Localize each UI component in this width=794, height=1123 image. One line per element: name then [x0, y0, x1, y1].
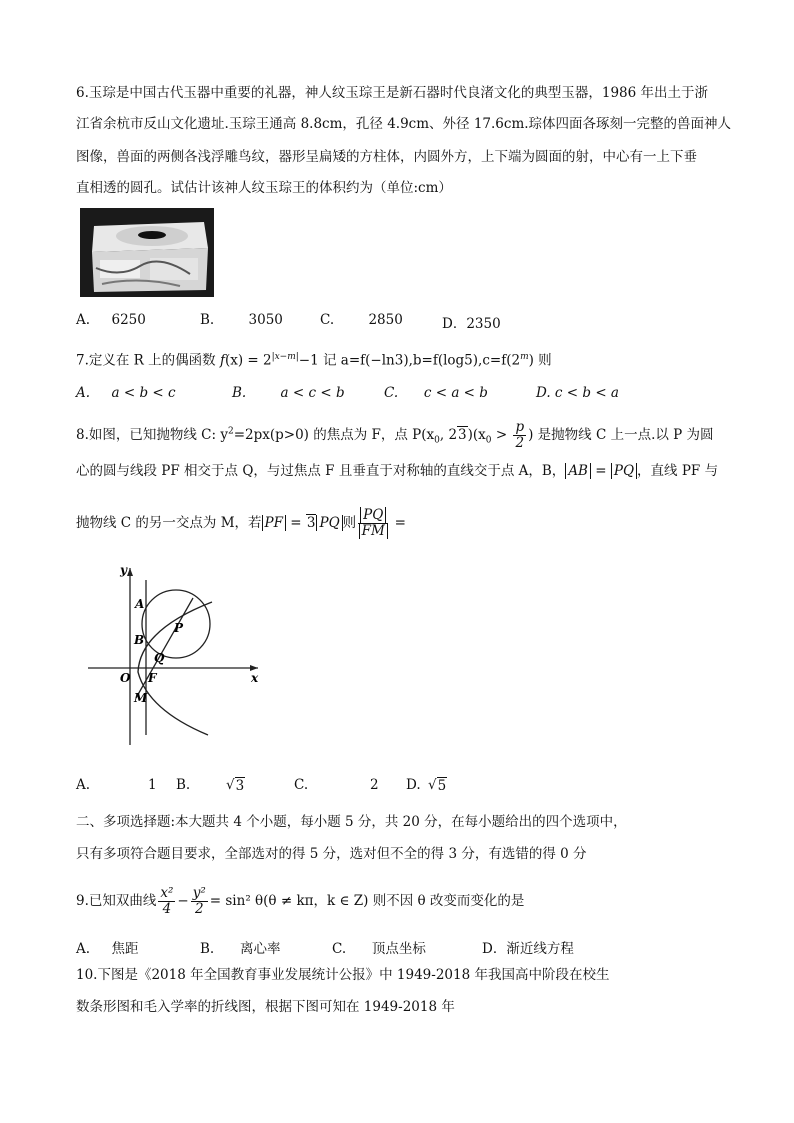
q6-option-b[interactable]: B. 3050	[200, 312, 283, 328]
q8-frac-fm: FM	[359, 523, 388, 539]
q9-rest: = sin² θ(θ ≠ kπ，k ∈ Z) 则不因 θ 改变而变化的是	[209, 893, 525, 909]
q8-option-a-value[interactable]: 1	[148, 777, 157, 793]
q8-option-d-label[interactable]: D.	[406, 777, 421, 793]
q8-option-b-label[interactable]: B.	[176, 777, 191, 793]
q8-option-b-radicand: 3	[235, 778, 245, 794]
q7-option-c[interactable]: C. c < a < b	[384, 385, 488, 401]
jade-cong-photo	[80, 208, 214, 297]
q9-frac-y-num: y²	[192, 885, 206, 901]
q8-line1d: )(x	[467, 427, 486, 443]
q6-option-d[interactable]: D．2350	[442, 316, 501, 332]
q6-option-a[interactable]: A. 6250	[76, 312, 146, 328]
q7-f: f	[219, 352, 225, 369]
q7-exponent: |x−m|	[271, 352, 299, 362]
q7-x: (x)	[224, 352, 244, 369]
q8-line3a: 抛物线 C 的另一交点为 M，若	[76, 515, 262, 531]
q6-line-4: 直相透的圆孔。试估计该神人纹玉琮王的体积约为（单位:cm）	[76, 180, 452, 196]
q8-sup2: 2	[227, 426, 234, 437]
parabola-figure	[88, 560, 268, 754]
q6-option-c[interactable]: C. 2850	[320, 312, 403, 328]
line-pf	[136, 598, 193, 698]
q8-line3c: 则	[342, 515, 357, 531]
q8-abs-pf: PF	[262, 515, 286, 531]
label-o: O	[120, 671, 131, 685]
q7-option-b[interactable]: B. a < c < b	[232, 385, 345, 401]
q8-line-1	[76, 420, 714, 451]
q8-line2a: 心的圆与线段 PF 相交于点 Q，与过焦点 F 且垂直于对称轴的直线交于点 A，B，	[76, 463, 566, 479]
q8-fraction-p-over-2	[513, 420, 526, 451]
q8-option-b-value[interactable]: √ 3	[226, 777, 245, 794]
q9-stem	[76, 886, 524, 917]
section-multi-choice-line-1: 二、多项选择题:本大题共 4 个小题，每小题 5 分，共 20 分，在每小题给出的四个选项中，	[76, 814, 627, 830]
q8-abs-pq-b: PQ	[316, 515, 342, 531]
label-f: F	[148, 671, 157, 685]
q8-line-2	[76, 462, 718, 480]
q6-line-3: 图像，兽面的两侧各浅浮雕鸟纹，器形呈扁矮的方柱体，内圆外方，上下端为圆面的射，中心有一上下垂	[76, 149, 697, 165]
q9-minus: −	[177, 893, 189, 909]
label-m: M	[134, 691, 148, 705]
q9-option-c[interactable]: C. 顶点坐标	[332, 941, 426, 957]
label-b: B	[134, 633, 145, 647]
q6-line-2: 江省余杭市反山文化遗址.玉琮王通高 8.8cm，孔径 4.9cm、外径 17.6cm.琮体四面各琢刻一完整的兽面神人	[76, 116, 732, 132]
q9-option-d[interactable]: D．渐近线方程	[482, 941, 574, 957]
section-multi-choice-line-2: 只有多项符合题目要求，全部选对的得 5 分，选对但不全的得 3 分，有选错的得 0 分	[76, 846, 587, 862]
q8-line1c: , 2	[439, 427, 458, 443]
q8-frac-den: 2	[515, 435, 525, 451]
q8-line3d: =	[390, 515, 406, 531]
q9-option-a[interactable]: A. 焦距	[76, 941, 139, 957]
q9-frac-x	[158, 886, 175, 917]
q10-line-1: 10.下图是《2018 年全国教育事业发展统计公报》中 1949-2018 年我国高中阶段在校生	[76, 967, 610, 983]
q7-exponent-m: m	[520, 352, 529, 362]
label-y: y	[120, 563, 127, 577]
q8-line3b: =	[285, 515, 306, 531]
q7-rest: −1 记 a=f(−ln3),b=f(log5),c=f(2	[298, 352, 521, 369]
q9-frac-x-num: x²	[160, 885, 174, 901]
q8-abs-pq: PQ	[611, 463, 637, 479]
q7-eq: = 2	[243, 352, 272, 369]
q7-stem	[76, 348, 552, 370]
q7-option-d[interactable]: D. c < b < a	[536, 385, 619, 401]
q8-line1a: 8.如图，已知抛物线 C: y	[76, 427, 228, 443]
q7-prefix: 7.定义在 R 上的偶函数	[76, 352, 216, 369]
label-q: Q	[154, 651, 165, 665]
q8-option-d-value[interactable]: √ 5	[428, 777, 447, 794]
q8-abs-ab: AB	[565, 463, 591, 479]
q8-option-c-label[interactable]: C.	[294, 777, 309, 793]
q7-end: ) 则	[528, 352, 552, 369]
q8-sqrt3-b: 3	[306, 515, 316, 531]
q8-line1b: =2px(p>0) 的焦点为 F，点 P(x	[233, 427, 435, 443]
q9-frac-y	[191, 886, 208, 917]
q8-option-c-value[interactable]: 2	[370, 777, 379, 793]
q9-frac-y-den: 2	[194, 901, 204, 917]
label-a: A	[135, 597, 145, 611]
q8-option-a-label[interactable]: A.	[76, 777, 91, 793]
q8-frac-num: p	[515, 419, 525, 435]
q8-frac-pq: PQ	[360, 507, 386, 523]
q8-line1f: ) 是抛物线 C 上一点.以 P 为圆	[528, 427, 714, 443]
q8-eq: =	[590, 463, 611, 479]
q8-fraction-pq-fm	[358, 508, 388, 539]
q8-line-3	[76, 508, 406, 539]
label-p: P	[174, 621, 184, 635]
q8-option-d-radicand: 5	[437, 778, 447, 794]
q8-line1e: >	[491, 427, 512, 443]
label-x: x	[251, 671, 259, 685]
q9-frac-x-den: 4	[162, 901, 172, 917]
q8-sqrt3: 3	[458, 427, 467, 443]
q10-line-2: 数条形图和毛入学率的折线图，根据下图可知在 1949-2018 年	[76, 999, 455, 1015]
q7-option-a[interactable]: A. a < b < c	[76, 385, 176, 401]
q6-line-1: 6.玉琮是中国古代玉器中重要的礼器，神人纹玉琮王是新石器时代良渚文化的典型玉器，1986 年出土于浙	[76, 85, 709, 101]
q8-sub0b: 0	[485, 435, 492, 446]
q8-line2b: ，直线 PF 与	[637, 463, 719, 479]
q9-option-b[interactable]: B. 离心率	[200, 941, 281, 957]
q9-prefix: 9.已知双曲线	[76, 893, 157, 909]
q8-sub0: 0	[434, 435, 440, 446]
